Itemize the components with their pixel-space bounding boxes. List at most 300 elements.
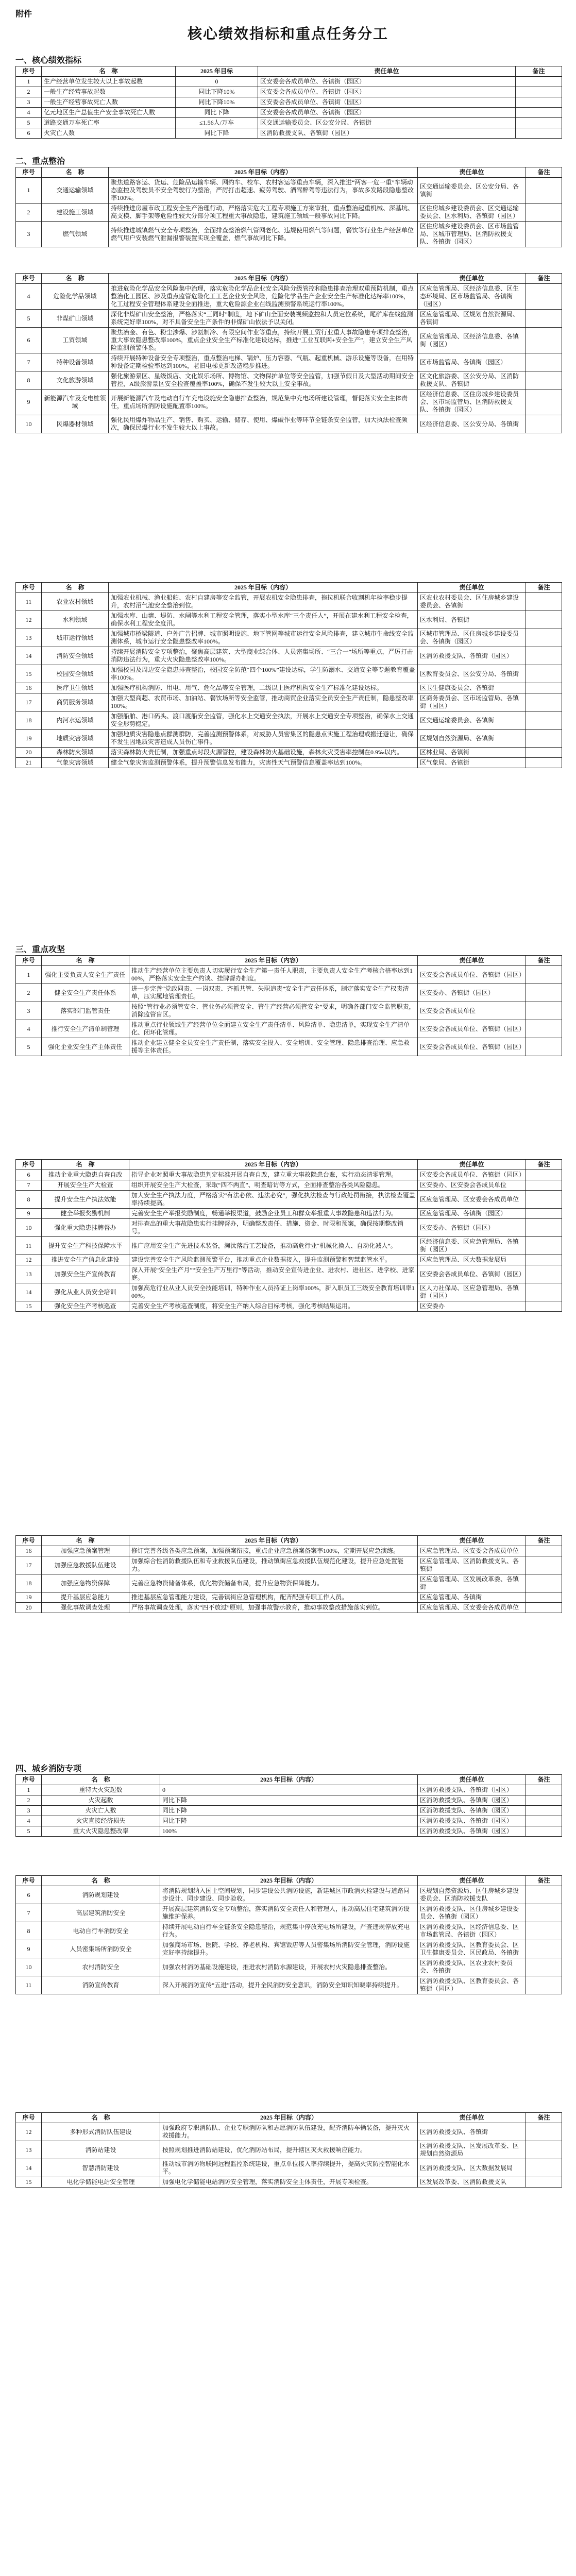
col-header-no: 序号	[16, 66, 42, 77]
task-name: 电动自行车消防安全	[42, 1922, 160, 1940]
table-row	[16, 1237, 562, 1255]
row-number: 13	[16, 2141, 42, 2159]
task-target-content: 对排查出的重大事故隐患实行挂牌督办，明确整改责任、措施、资金、时限和预案，确保按期整改销号。	[129, 1219, 418, 1237]
task-target-content: 加强水库、山塘、堤防、水闸等水利工程安全管理，落实小型水库“三个责任人”，开展在建水利工程安全检查，确保水利工程安全度汛。	[109, 611, 418, 629]
table-row	[16, 693, 562, 711]
responsible-unit: 区农业农村委员会、区住房城乡建设委员会、各镇街	[418, 593, 526, 611]
remark-cell	[526, 2159, 562, 2177]
remark-cell	[516, 128, 562, 139]
responsible-unit: 区消防救援支队、各镇街（园区）	[418, 1826, 526, 1837]
remark-cell	[516, 118, 562, 128]
task-target-content: 加强高危行业从业人员安全技能培训，特种作业人员持证上岗率100%，新入职员工三级安全教育培训率100%。	[129, 1283, 418, 1301]
indicator-name: 亿元地区生产总值生产安全事故死亡人数	[42, 108, 176, 118]
task-target-content: 推进基层应急管理能力建设，完善镇街应急管理机构，配齐配强专职工作人员。	[129, 1592, 418, 1603]
task-name: 强化重大隐患挂牌督办	[42, 1219, 129, 1237]
responsible-unit: 区经济信息委、区公安分局、各镇街	[418, 415, 526, 433]
col-header-name: 名 称	[42, 1876, 160, 1886]
row-number: 18	[16, 711, 42, 730]
responsible-unit: 区应急管理局、各镇街	[418, 1592, 526, 1603]
responsible-unit: 区消防救援支队、各镇街（园区）	[418, 1785, 526, 1795]
remark-cell	[526, 1219, 562, 1237]
remark-cell	[526, 1265, 562, 1283]
table-row	[16, 665, 562, 683]
task-name: 推行安全生产清单制管理	[42, 1020, 129, 1038]
task-name: 加强应急物资保障	[42, 1574, 129, 1592]
col-header-no: 序号	[16, 1876, 42, 1886]
task-name: 落实部门监管责任	[42, 1002, 129, 1020]
task-target-content: 同比下降	[160, 1795, 418, 1806]
col-header-no: 序号	[16, 274, 42, 284]
task-name: 加强应急预案管理	[42, 1546, 129, 1556]
table-row	[16, 1546, 562, 1556]
row-number: 3	[16, 1806, 42, 1816]
remark-cell	[526, 1886, 562, 1904]
responsible-unit: 区应急管理局、各镇街（园区）	[418, 1209, 526, 1219]
table-row	[16, 730, 562, 748]
responsible-unit: 区消防救援支队、区农业农村委员会、各镇街	[418, 1958, 526, 1976]
row-number: 10	[16, 1219, 42, 1237]
responsible-unit: 区应急管理局、区安委会各成员单位	[418, 1191, 526, 1209]
remark-cell	[526, 683, 562, 693]
col-header-unit: 责任单位	[418, 1775, 526, 1785]
table-row	[16, 683, 562, 693]
responsible-unit: 区交通运输委员会、各镇街	[418, 711, 526, 730]
responsible-unit: 区安委办、区安委会各成员单位	[418, 1180, 526, 1191]
col-header-unit: 责任单位	[418, 1160, 526, 1170]
table-row	[16, 1191, 562, 1209]
row-number: 2	[16, 204, 42, 222]
table-row	[16, 204, 562, 222]
task-target-content: 完善安全生产举报奖励制度，畅通举报渠道，鼓励企业员工和群众举报重大事故隐患和违法行为。	[129, 1209, 418, 1219]
remark-cell	[526, 415, 562, 433]
responsible-unit: 区安委办、各镇街（园区）	[418, 1219, 526, 1237]
row-number: 11	[16, 1976, 42, 1994]
task-name: 水利领域	[42, 611, 109, 629]
task-name: 健全举报奖励机制	[42, 1209, 129, 1219]
col-header-remark: 备注	[526, 583, 562, 593]
task-name: 提升安全生产科技保障水平	[42, 1237, 129, 1255]
table-row	[16, 1826, 562, 1837]
table-row	[16, 328, 562, 353]
table-row	[16, 1556, 562, 1574]
responsible-unit: 区教育委员会、区公安分局、各镇街	[418, 665, 526, 683]
task-name: 消防规划建设	[42, 1886, 160, 1904]
responsible-unit: 区应急管理局、区安委会各成员单位	[418, 1603, 526, 1613]
task-name: 城市运行领域	[42, 629, 109, 647]
row-number: 9	[16, 1940, 42, 1958]
responsible-unit: 区消防救援支队、区住房城乡建设委员会、各镇街（园区）	[418, 1904, 526, 1922]
row-number: 1	[16, 178, 42, 204]
task-name: 建设施工领域	[42, 204, 109, 222]
responsible-unit: 区消防救援支队、各镇街（园区）	[418, 1795, 526, 1806]
responsible-unit: 区规划自然资源局、各镇街	[418, 730, 526, 748]
task-target-content: 同比下降	[160, 1806, 418, 1816]
row-number: 20	[16, 748, 42, 758]
col-header-unit: 责任单位	[418, 956, 526, 966]
responsible-unit: 区市场监管局、各镇街（园区）	[418, 353, 526, 371]
col-header-name: 名 称	[42, 274, 109, 284]
responsible-unit: 区住房城乡建设委员会、区交通运输委员会、区水利局、各镇街（园区）	[418, 204, 526, 222]
row-number: 12	[16, 611, 42, 629]
row-number: 12	[16, 2123, 42, 2141]
remark-cell	[526, 310, 562, 328]
table-header-row	[16, 167, 562, 178]
col-header-target: 2025 年目标（内容）	[129, 1160, 418, 1170]
responsible-unit: 区住房城乡建设委员会、区市场监管局、区城市管理局、区消防救援支队、各镇街（园区）	[418, 222, 526, 247]
task-name: 危险化学品领域	[42, 284, 109, 310]
table-row	[16, 1265, 562, 1283]
task-target-content: 加强农业机械、渔业船舶、农村自建房等安全监管，开展农机安全隐患排查，拖拉机联合收割机年检率稳步提升，农村沼气池安全整治到位。	[109, 593, 418, 611]
remark-cell	[526, 1209, 562, 1219]
remark-cell	[526, 371, 562, 389]
task-target-content: 加强农村消防基础设施建设，推进农村消防水源建设，开展农村火灾隐患排查整治。	[160, 1958, 418, 1976]
col-header-target: 2025 年目标（内容）	[109, 583, 418, 593]
task-target-content: 强化民用爆炸物品生产、销售、购买、运输、储存、使用、爆破作业等环节全链条安全监管，加大执法检查频次，确保民爆行业不发生较大以上事故。	[109, 415, 418, 433]
col-header-no: 序号	[16, 167, 42, 178]
table-row	[16, 629, 562, 647]
remark-cell	[526, 222, 562, 247]
col-header-name: 名 称	[42, 1536, 129, 1546]
task-target-content: 按照规划推进消防站建设，优化消防站布局，提升辖区灭火救援响应能力。	[160, 2141, 418, 2159]
task-name: 加强安全生产宣传教育	[42, 1265, 129, 1283]
section-heading-gongjian: 三、重点攻坚	[15, 944, 65, 954]
task-name: 农村消防安全	[42, 1958, 160, 1976]
responsible-unit: 区应急管理局、区经济信息委、区生态环境局、区市场监管局、各镇街（园区）	[418, 284, 526, 310]
table-row	[16, 1592, 562, 1603]
task-target-content: 推动生产经营单位主要负责人切实履行安全生产第一责任人职责，主要负责人安全生产考核合格率达到100%，严格落实安全生产约谈、挂牌督办制度。	[129, 966, 418, 984]
task-name: 民爆器材领域	[42, 415, 109, 433]
table-row	[16, 1922, 562, 1940]
remark-cell	[526, 1592, 562, 1603]
col-header-unit: 责任单位	[418, 1536, 526, 1546]
task-target-content: 加强城市桥梁隧道、户外广告招牌、城市照明设施、地下管网等城市运行安全风险排查，建立城市生命线安全监测体系，城市运行安全隐患整改率100%。	[109, 629, 418, 647]
task-target-content: 100%	[160, 1826, 418, 1837]
col-header-remark: 备注	[526, 1775, 562, 1785]
remark-cell	[526, 353, 562, 371]
task-name: 火灾亡人数	[42, 1806, 160, 1816]
table-header-row	[16, 1876, 562, 1886]
responsible-unit: 区安委会各成员单位、各镇街（园区）	[258, 97, 516, 108]
col-header-target: 2025 年目标（内容）	[129, 956, 418, 966]
zhengzhi-table-2	[15, 582, 562, 768]
responsible-unit: 区消防救援支队、区经济信息委、区市场监管局、各镇街（园区）	[418, 1922, 526, 1940]
row-number: 4	[16, 1020, 42, 1038]
remark-cell	[526, 328, 562, 353]
responsible-unit: 区安委会各成员单位、各镇街（园区）	[258, 108, 516, 118]
task-target-content: 开展新能源汽车及电动自行车充电设施安全隐患排查整治，规范集中充电场所建设管理，督促落实安全主体责任，重点场所消防设施配置率100%。	[109, 389, 418, 415]
task-target-content: 深入开展消防宣传“五进”活动，提升全民消防安全意识，消防安全知识知晓率持续提升。	[160, 1976, 418, 1994]
row-number: 15	[16, 1301, 42, 1312]
row-number: 4	[16, 1816, 42, 1826]
remark-cell	[526, 1283, 562, 1301]
task-target-content: 加大安全生产执法力度，严格落实“有法必依、违法必究”，强化执法检查与行政处罚衔接，执法检查覆盖率持续提高。	[129, 1191, 418, 1209]
task-name: 非煤矿山领域	[42, 310, 109, 328]
remark-cell	[526, 1546, 562, 1556]
table-row	[16, 758, 562, 768]
remark-cell	[526, 389, 562, 415]
table-header-row	[16, 274, 562, 284]
table-header-row	[16, 1775, 562, 1785]
row-number: 2	[16, 87, 42, 97]
row-number: 13	[16, 1265, 42, 1283]
indicator-name: 一般生产经营事故起数	[42, 87, 176, 97]
task-name: 消防站建设	[42, 2141, 160, 2159]
task-target-content: 加强船舶、港口码头、渡口渡船安全监管，强化水上交通安全执法，开展水上交通安全专项整治，确保水上交通安全形势稳定。	[109, 711, 418, 730]
task-name: 强化安全生产考核巡查	[42, 1301, 129, 1312]
task-target-content: 加强政府专职消防队、企业专职消防队和志愿消防队伍建设，配齐消防车辆装备，提升灭火救援能力。	[160, 2123, 418, 2141]
task-target-content: 将消防规划纳入国土空间规划，同步建设公共消防设施，新建城区市政消火栓建设与道路同步设计、同步建设、同步验收。	[160, 1886, 418, 1904]
table-row	[16, 1806, 562, 1816]
task-name: 多种形式消防队伍建设	[42, 2123, 160, 2141]
table-row	[16, 1795, 562, 1806]
table-header-row	[16, 66, 562, 77]
table-row	[16, 2177, 562, 2188]
responsible-unit: 区安委会各成员单位、各镇街（园区）	[418, 1170, 526, 1180]
responsible-unit: 区安委会各成员单位、各镇街（园区）	[418, 1038, 526, 1056]
remark-cell	[526, 966, 562, 984]
core-table	[15, 167, 562, 247]
row-number: 7	[16, 1180, 42, 1191]
task-name: 智慧消防建设	[42, 2159, 160, 2177]
responsible-unit: 区消防救援支队、区教育委员会、区卫生健康委员会、区民政局、各镇街	[418, 1940, 526, 1958]
table-header-row	[16, 956, 562, 966]
xiaofang-kpi-table	[15, 1774, 562, 1837]
row-number: 9	[16, 1209, 42, 1219]
responsible-unit: 区消防救援支队、各镇街（园区）	[418, 647, 526, 665]
task-name: 燃气领域	[42, 222, 109, 247]
col-header-unit: 责任单位	[418, 274, 526, 284]
remark-cell	[526, 611, 562, 629]
task-target-content: 指导企业对照重大事故隐患判定标准开展自查自改，建立重大事故隐患台账，实行动态清零管理。	[129, 1170, 418, 1180]
remark-cell	[526, 1301, 562, 1312]
table-row	[16, 1219, 562, 1237]
table-row	[16, 1170, 562, 1180]
task-name: 消防安全领域	[42, 647, 109, 665]
col-header-remark: 备注	[516, 66, 562, 77]
row-number: 12	[16, 1255, 42, 1265]
responsible-unit: 区应急管理局、区规划自然资源局、各镇街	[418, 310, 526, 328]
task-name: 农业农村领域	[42, 593, 109, 611]
indicator-name: 道路交通万车死亡率	[42, 118, 176, 128]
row-number: 6	[16, 328, 42, 353]
task-target-content: 完善应急物资储备体系，优化物资储备布局，提升应急物资保障能力。	[129, 1574, 418, 1592]
task-target-content: 聚焦冶金、有色、粉尘涉爆、涉氨制冷、有限空间作业等重点，持续开展工贸行业重大事故隐患专项排查整治，重大事故隐患整改率100%，重点企业安全生产标准化建设达标，推进“工业互联网+安全生产”，建立安全生产风险监测预警体系。	[109, 328, 418, 353]
table-row	[16, 647, 562, 665]
responsible-unit: 区消防救援支队、区教育委员会、各镇街（园区）	[418, 1976, 526, 1994]
responsible-unit: 区应急管理局、区消防救援支队、各镇街	[418, 1556, 526, 1574]
indicator-target: 同比下降	[176, 108, 258, 118]
remark-cell	[526, 665, 562, 683]
task-name: 推动企业重大隐患自查自改	[42, 1170, 129, 1180]
table-row	[16, 1958, 562, 1976]
responsible-unit: 区文化旅游委、区公安分局、区消防救援支队、各镇街	[418, 371, 526, 389]
responsible-unit: 区经济信息委、区住房城乡建设委员会、区市场监管局、区消防救援支队、各镇街（园区）	[418, 389, 526, 415]
row-number: 4	[16, 284, 42, 310]
task-target-content: 加强地质灾害隐患点群测群防，完善监测预警体系，对威胁人员密集区的隐患点实施工程治理或搬迁避让，确保不发生因地质灾害造成人员伤亡事件。	[109, 730, 418, 748]
remark-cell	[526, 1020, 562, 1038]
zhengzhi-table	[15, 273, 562, 433]
row-number: 17	[16, 1556, 42, 1574]
table-row	[16, 77, 562, 87]
table-row	[16, 389, 562, 415]
task-target-content: 持续开展电动自行车全链条安全隐患整治，规范集中停放充电场所建设，严查违规停放充电行为。	[160, 1922, 418, 1940]
table-row	[16, 1020, 562, 1038]
task-target-content: 加强校园及周边安全隐患排查整治，校园安全防范“四个100%”建设达标，学生防溺水、交通安全等专题教育覆盖率100%。	[109, 665, 418, 683]
row-number: 15	[16, 665, 42, 683]
col-header-name: 名 称	[42, 2113, 160, 2123]
row-number: 5	[16, 118, 42, 128]
responsible-unit: 区城市管理局、区住房城乡建设委员会、各镇街（园区）	[418, 629, 526, 647]
row-number: 1	[16, 1785, 42, 1795]
table-row	[16, 1002, 562, 1020]
responsible-unit: 区人力社保局、区应急管理局、各镇街（园区）	[418, 1283, 526, 1301]
row-number: 2	[16, 1795, 42, 1806]
task-name: 强化主要负责人安全生产责任	[42, 966, 129, 984]
row-number: 6	[16, 1886, 42, 1904]
task-target-content: 推动城市消防物联网远程监控系统建设，重点单位接入率持续提升，提高火灾防控智能化水平。	[160, 2159, 418, 2177]
task-target-content: 深化非煤矿山安全整治，严格落实“三同时”制度，地下矿山全面安装视频监控和人员定位系统，尾矿库在线监测系统完好率100%，对不具备安全生产条件的非煤矿山依法予以关闭。	[109, 310, 418, 328]
responsible-unit: 区安委办	[418, 1301, 526, 1312]
task-name: 重大火灾隐患整改率	[42, 1826, 160, 1837]
table-row	[16, 711, 562, 730]
remark-cell	[526, 178, 562, 204]
responsible-unit: 区消防救援支队、各镇街（园区）	[258, 128, 516, 139]
remark-cell	[526, 1904, 562, 1922]
row-number: 10	[16, 415, 42, 433]
remark-cell	[526, 711, 562, 730]
col-header-remark: 备注	[526, 1536, 562, 1546]
col-header-unit: 责任单位	[418, 2113, 526, 2123]
task-target-content: 同比下降	[160, 1816, 418, 1826]
document-title: 核心绩效指标和重点任务分工	[187, 25, 388, 42]
row-number: 14	[16, 647, 42, 665]
row-number: 14	[16, 2159, 42, 2177]
task-name: 提升安全生产执法效能	[42, 1191, 129, 1209]
remark-cell	[526, 2141, 562, 2159]
remark-cell	[516, 108, 562, 118]
col-header-remark: 备注	[526, 167, 562, 178]
col-header-target: 2025 年目标（内容）	[109, 274, 418, 284]
table-row	[16, 1301, 562, 1312]
table-row	[16, 1816, 562, 1826]
responsible-unit: 区应急管理局、区大数据发展局	[418, 1255, 526, 1265]
table-row	[16, 1038, 562, 1056]
col-header-remark: 备注	[526, 1160, 562, 1170]
task-target-content: 0	[160, 1785, 418, 1795]
col-header-no: 序号	[16, 956, 42, 966]
row-number: 11	[16, 1237, 42, 1255]
responsible-unit: 区消防救援支队、各镇街（园区）	[418, 1806, 526, 1816]
col-header-name: 名 称	[42, 66, 176, 77]
task-target-content: 加强商场市场、医院、学校、养老机构、宾馆饭店等人员密集场所消防安全管理，消防设施完好率持续提升。	[160, 1940, 418, 1958]
remark-cell	[526, 593, 562, 611]
table-row	[16, 1940, 562, 1958]
remark-cell	[526, 748, 562, 758]
row-number: 3	[16, 1002, 42, 1020]
remark-cell	[526, 1002, 562, 1020]
row-number: 16	[16, 683, 42, 693]
task-target-content: 推广应用安全生产先进技术装备，淘汰落后工艺设备，推动高危行业“机械化换人、自动化减人”。	[129, 1237, 418, 1255]
task-target-content: 落实森林防火责任制，加强重点时段火源管控，建设森林防火基础设施，森林火灾受害率控制在0.9‰以内。	[109, 748, 418, 758]
col-header-unit: 责任单位	[418, 167, 526, 178]
table-row	[16, 1180, 562, 1191]
task-name: 校园安全领域	[42, 665, 109, 683]
task-target-content: 按照“管行业必须管安全、管业务必须管安全、管生产经营必须管安全”要求，明确各部门安全监管职责，消除监管盲区。	[129, 1002, 418, 1020]
task-name: 健全安全生产责任体系	[42, 984, 129, 1002]
responsible-unit: 区应急管理局、区安委会各成员单位	[418, 1546, 526, 1556]
table-row	[16, 984, 562, 1002]
remark-cell	[526, 1976, 562, 1994]
row-number: 7	[16, 1904, 42, 1922]
responsible-unit: 区安委会各成员单位、各镇街（园区）	[418, 1265, 526, 1283]
col-header-target: 2025 年目标（内容）	[160, 2113, 418, 2123]
remark-cell	[526, 204, 562, 222]
task-target-content: 组织开展安全生产大检查，采取“四不两直”、明查暗访等方式，全面排查整治各类风险隐患。	[129, 1180, 418, 1191]
remark-cell	[516, 97, 562, 108]
col-header-remark: 备注	[526, 2113, 562, 2123]
table-header-row	[16, 1160, 562, 1170]
task-target-content: 持续推进房屋市政工程安全生产治理行动，严格落实危大工程专项施工方案审批，重点整治起重机械、深基坑、高支模、脚手架等危险性较大分部分项工程重大事故隐患，建筑施工领域一般事故同比下降。	[109, 204, 418, 222]
table-row	[16, 108, 562, 118]
table-row	[16, 2159, 562, 2177]
task-target-content: 建设完善安全生产风险监测预警平台，推动重点企业数据接入，提升监测预警和智慧监管水平。	[129, 1255, 418, 1265]
row-number: 15	[16, 2177, 42, 2188]
responsible-unit: 区安委办、各镇街（园区）	[418, 984, 526, 1002]
indicator-target: ≤1.56人/万车	[176, 118, 258, 128]
row-number: 19	[16, 1592, 42, 1603]
table-row	[16, 2141, 562, 2159]
task-name: 内河水运领域	[42, 711, 109, 730]
responsible-unit: 区消防救援支队、各镇街（园区）	[418, 1816, 526, 1826]
table-row	[16, 222, 562, 247]
row-number: 9	[16, 389, 42, 415]
remark-cell	[526, 1038, 562, 1056]
task-name: 提升基层应急能力	[42, 1592, 129, 1603]
row-number: 3	[16, 222, 42, 247]
col-header-unit: 责任单位	[258, 66, 516, 77]
task-name: 高层建筑消防安全	[42, 1904, 160, 1922]
responsible-unit: 区规划自然资源局、区住房城乡建设委员会、区消防救援支队	[418, 1886, 526, 1904]
remark-cell	[526, 1922, 562, 1940]
remark-cell	[526, 2123, 562, 2141]
remark-cell	[526, 1574, 562, 1592]
indicator-target: 同比下降10%	[176, 87, 258, 97]
table-row	[16, 2123, 562, 2141]
table-row	[16, 310, 562, 328]
responsible-unit: 区林业局、各镇街	[418, 748, 526, 758]
col-header-no: 序号	[16, 1160, 42, 1170]
task-name: 电化学储能电站安全管理	[42, 2177, 160, 2188]
task-name: 消防宣传教育	[42, 1976, 160, 1994]
col-header-remark: 备注	[526, 274, 562, 284]
table-row	[16, 966, 562, 984]
task-target-content: 开展高层建筑消防安全专项整治，落实消防安全责任人和管理人，推动高层住宅建筑消防设施维护保养。	[160, 1904, 418, 1922]
responsible-unit: 区安委会各成员单位、各镇街（园区）	[258, 77, 516, 87]
table-header-row	[16, 2113, 562, 2123]
responsible-unit: 区交通运输委员会、区公安分局、各镇街	[258, 118, 516, 128]
row-number: 13	[16, 629, 42, 647]
remark-cell	[526, 1795, 562, 1806]
task-target-content: 加强电化学储能电站消防安全管理，落实消防安全主体责任，开展专项检查。	[160, 2177, 418, 2188]
table-row	[16, 1904, 562, 1922]
task-name: 新能源汽车及充电桩领域	[42, 389, 109, 415]
task-target-content: 推动企业建立健全全员安全生产责任制，落实安全投入、安全培训、安全管理、隐患排查治理、应急救援等主体责任。	[129, 1038, 418, 1056]
col-header-target: 2025 年目标（内容）	[160, 1876, 418, 1886]
remark-cell	[526, 1237, 562, 1255]
task-name: 文化旅游领域	[42, 371, 109, 389]
table-row	[16, 353, 562, 371]
table-row	[16, 1209, 562, 1219]
